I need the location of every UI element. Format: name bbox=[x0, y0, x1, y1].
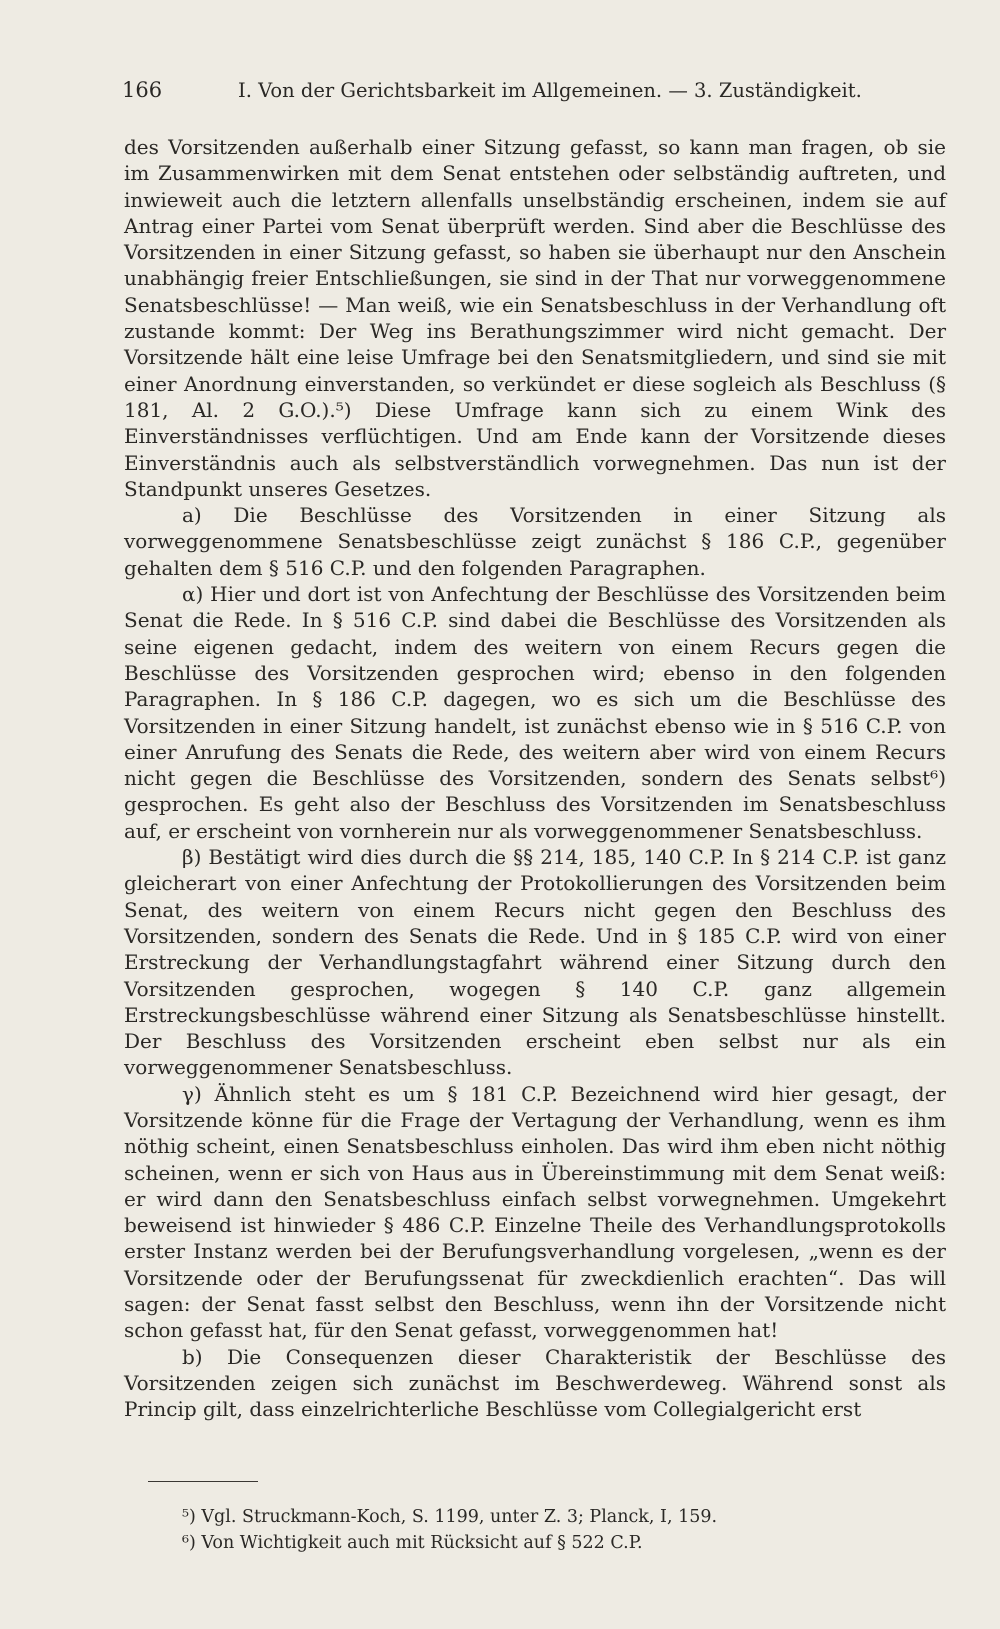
paragraph-a: a) Die Beschlüsse des Vorsitzenden in einer Sitzung als vorweggenommene Senatsbeschlüsse zeigt zunächst § 186 C.P., gegenüber gehalten dem § 516 C.P. und den folgenden Paragraphen. bbox=[124, 503, 946, 580]
paragraph-beta: β) Bestätigt wird dies durch die §§ 214, 185, 140 C.P. In § 214 C.P. ist ganz gleicherart von einer Anfechtung der Protokollierungen des Vorsitzenden beim Senat, des weitern von einem Recurs nicht gegen den Beschluss des Vorsitzenden, sondern des Senats die Rede. Und in § 185 C.P. wird von einer Erstreckung der Verhandlungstagfahrt während einer Sitzung durch den Vorsitzenden gesprochen, wogegen § 140 C.P. ganz allgemein Erstreckungsbeschlüsse während einer Sitzung als Senatsbeschlüsse hinstellt. Der Beschluss des Vorsitzenden erscheint eben selbst nur als ein vorweggenommener Senatsbeschluss. bbox=[124, 845, 946, 1080]
footnote-5: ⁵) Vgl. Struckmann-Koch, S. 1199, unter Z. 3; Planck, I, 159. bbox=[182, 1507, 718, 1527]
footnote-rule bbox=[148, 1481, 258, 1482]
body-text bbox=[124, 134, 946, 1423]
paragraph-1: des Vorsitzenden außerhalb einer Sitzung gefasst, so kann man fragen, ob sie im Zusammenwirken mit dem Senat entstehen oder selbständig auftreten, und inwieweit auch die letztern allenfalls unselbständig erscheinen, indem sie auf Antrag einer Partei vom Senat überprüft werden. Sind aber die Beschlüsse des Vorsitzenden in einer Sitzung gefasst, so haben sie überhaupt nur den Anschein unabhängig freier Entschließungen, sie sind in der That nur vorweggenommene Senatsbeschlüsse! — Man weiß, wie ein Senatsbeschluss in der Verhandlung oft zustande kommt: Der Weg ins Berathungszimmer wird nicht gemacht. Der Vorsitzende hält eine leise Umfrage bei den Senatsmitgliedern, und sind sie mit einer Anordnung einverstanden, so verkündet er diese sogleich als Beschluss (§ 181, Al. 2 G.O.).⁵) Diese Umfrage kann sich zu einem Wink des Einverständnisses verflüchtigen. Und am Ende kann der Vorsitzende dieses Einverständnis auch als selbstverständlich vorwegnehmen. Das nun ist der Standpunkt unseres Gesetzes. bbox=[124, 135, 946, 501]
paragraph-b: b) Die Consequenzen dieser Charakteristik der Beschlüsse des Vorsitzenden zeigen sich zunächst im Beschwerdeweg. Während sonst als Princip gilt, dass einzelrichterliche Beschlüsse vom Collegialgericht erst bbox=[124, 1344, 946, 1422]
running-title: I. Von der Gerichtsbarkeit im Allgemeinen. — 3. Zuständigkeit. bbox=[238, 79, 862, 102]
page-number: 166 bbox=[122, 78, 163, 102]
running-header bbox=[122, 76, 862, 105]
paragraph-gamma: γ) Ähnlich steht es um § 181 C.P. Bezeichnend wird hier gesagt, der Vorsitzende könne für die Frage der Vertagung der Verhandlung, wenn es ihm nöthig scheint, einen Senatsbeschluss einholen. Das wird ihm eben nicht nöthig scheinen, wenn er sich von Haus aus in Übereinstimmung mit dem Senat weiß: er wird dann den Senatsbeschluss einfach selbst vorwegnehmen. Umgekehrt beweisend ist hinwieder § 486 C.P. Einzelne Theile des Verhandlungsprotokolls erster Instanz werden bei der Berufungsverhandlung vorgelesen, „wenn es der Vorsitzende oder der Berufungssenat für zweckdienlich erachten“. Das will sagen: der Senat fasst selbst den Beschluss, wenn ihn der Vorsitzende nicht schon gefasst hat, für den Senat gefasst, vorweggenommen hat! bbox=[124, 1081, 946, 1343]
footnote-6: ⁶) Von Wichtigkeit auch mit Rücksicht auf § 522 C.P. bbox=[182, 1533, 643, 1553]
paragraph-alpha: α) Hier und dort ist von Anfechtung der Beschlüsse des Vorsitzenden beim Senat die Rede. In § 516 C.P. sind dabei die Beschlüsse des Vorsitzenden als seine eigenen gedacht, indem des weitern von einem Recurs gegen die Beschlüsse des Vorsitzenden gesprochen wird; ebenso in den folgenden Paragraphen. In § 186 C.P. dagegen, wo es sich um die Beschlüsse des Vorsitzenden in einer Sitzung handelt, ist zunächst ebenso wie in § 516 C.P. von einer Anrufung des Senats die Rede, des weitern aber wird von einem Recurs nicht gegen die Beschlüsse des Vorsitzenden, sondern des Senats selbst⁶) gesprochen. Es geht also der Beschluss des Vorsitzenden im Senatsbeschluss auf, er erscheint von vornherein nur als vorweggenommener Senatsbeschluss. bbox=[124, 582, 946, 843]
